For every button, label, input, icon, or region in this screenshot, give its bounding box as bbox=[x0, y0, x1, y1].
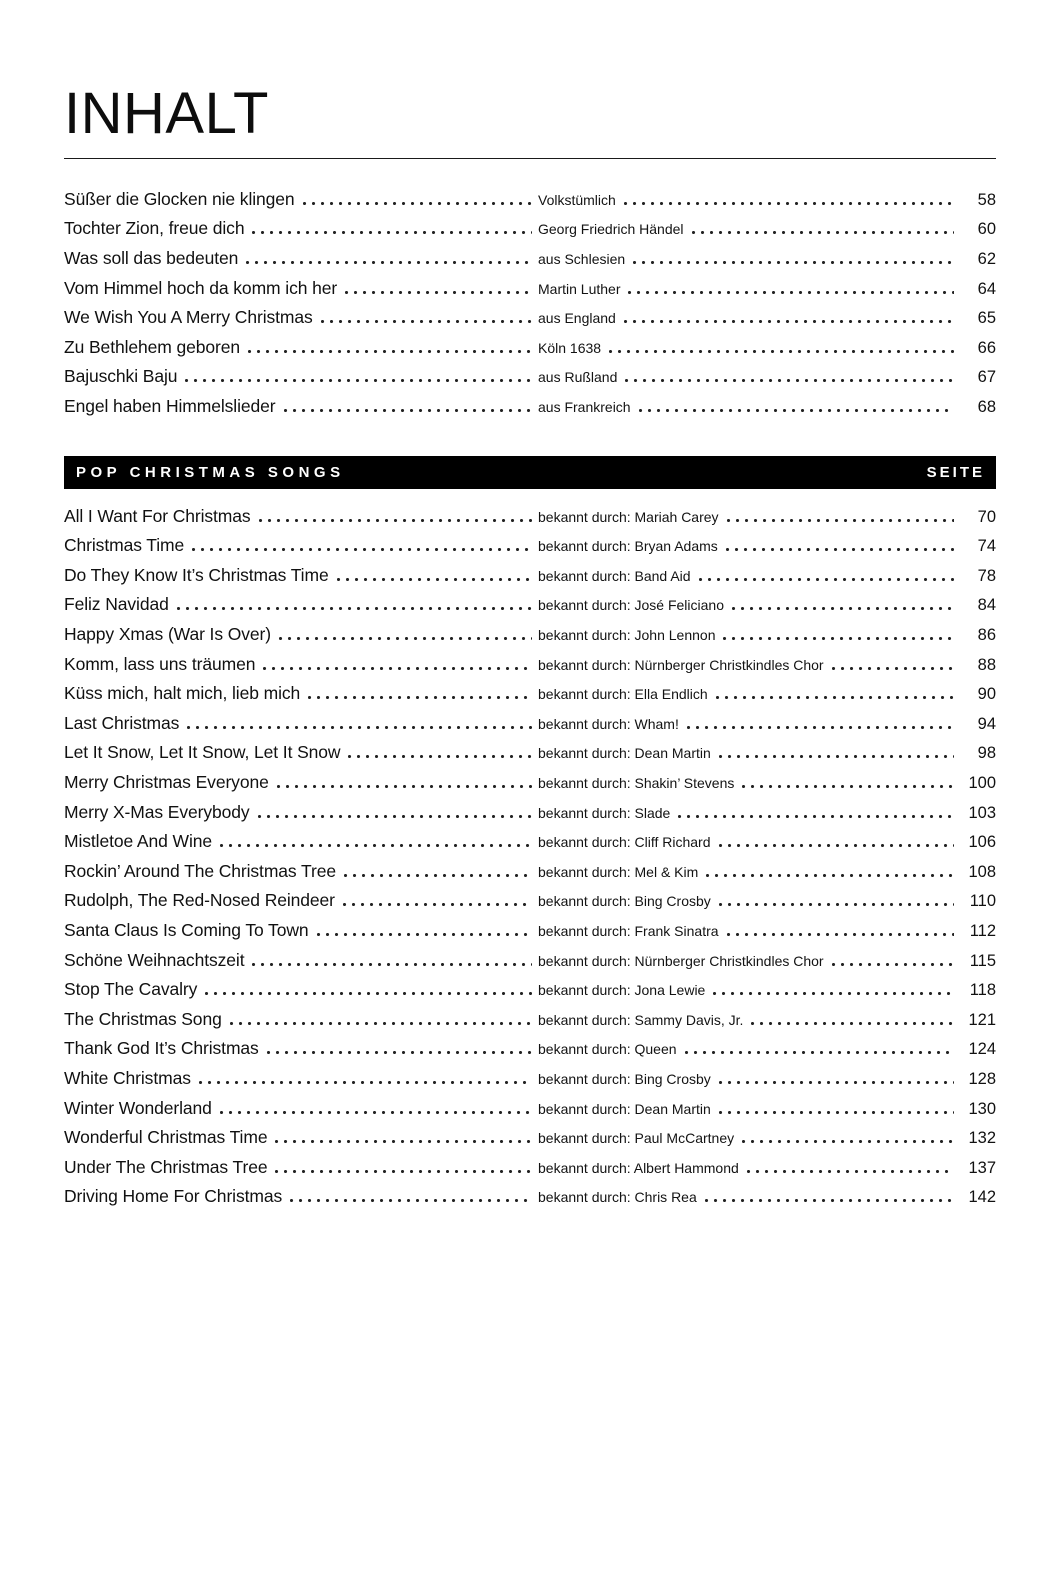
dot-leader bbox=[747, 1170, 954, 1173]
song-title: Bajuschki Baju bbox=[64, 366, 178, 387]
song-source: bekannt durch: John Lennon bbox=[538, 627, 716, 644]
page-number: 65 bbox=[977, 309, 996, 328]
song-source: bekannt durch: Shakin’ Stevens bbox=[538, 774, 735, 791]
toc-row bbox=[64, 738, 996, 768]
toc-page bbox=[0, 81, 1060, 1584]
dot-leader bbox=[624, 320, 954, 323]
toc-row-left bbox=[64, 366, 538, 387]
toc-row bbox=[64, 916, 996, 946]
song-title: Feliz Navidad bbox=[64, 594, 169, 615]
page-number: 112 bbox=[969, 921, 996, 940]
toc-row bbox=[64, 975, 996, 1005]
toc-row bbox=[64, 886, 996, 916]
toc-row bbox=[64, 303, 996, 333]
dot-leader bbox=[275, 1140, 532, 1143]
toc-row bbox=[64, 502, 996, 532]
song-title: Thank God It’s Christmas bbox=[64, 1038, 259, 1059]
song-title: Mistletoe And Wine bbox=[64, 831, 212, 852]
toc-row-mid bbox=[538, 538, 960, 554]
dot-leader bbox=[337, 578, 532, 581]
dot-leader bbox=[248, 350, 532, 353]
page-number: 86 bbox=[977, 626, 996, 645]
song-title: Do They Know It’s Christmas Time bbox=[64, 564, 329, 585]
song-title: Happy Xmas (War Is Over) bbox=[64, 624, 271, 645]
dot-leader bbox=[252, 231, 532, 234]
dot-leader bbox=[742, 785, 954, 788]
toc-row-mid bbox=[538, 399, 960, 415]
page-number: 60 bbox=[977, 220, 996, 239]
toc-row-left bbox=[64, 1127, 538, 1148]
song-source: bekannt durch: Nürnberger Christkindles Chor bbox=[538, 952, 824, 969]
song-title: Küss mich, halt mich, lieb mich bbox=[64, 683, 301, 704]
toc-row-mid bbox=[538, 310, 960, 326]
song-title: Let It Snow, Let It Snow, Let It Snow bbox=[64, 742, 341, 763]
song-source: bekannt durch: José Feliciano bbox=[538, 597, 724, 614]
song-title: Engel haben Himmelslieder bbox=[64, 396, 276, 417]
toc-row bbox=[64, 185, 996, 215]
song-source: bekannt durch: Dean Martin bbox=[538, 745, 711, 762]
pop-songs-list bbox=[64, 502, 996, 1212]
page-number: 70 bbox=[977, 507, 996, 526]
song-title: Zu Bethlehem geboren bbox=[64, 336, 241, 357]
traditional-songs-list bbox=[64, 185, 996, 422]
toc-row bbox=[64, 214, 996, 244]
dot-leader bbox=[205, 992, 532, 995]
toc-row-left bbox=[64, 218, 538, 239]
dot-leader bbox=[719, 1081, 954, 1084]
page-number: 62 bbox=[977, 250, 996, 269]
page-title: INHALT bbox=[64, 81, 269, 146]
toc-row-mid bbox=[538, 1101, 960, 1117]
song-source: Georg Friedrich Händel bbox=[538, 221, 684, 238]
toc-row-left bbox=[64, 1009, 538, 1030]
banner-title: POP CHRISTMAS SONGS bbox=[76, 463, 345, 481]
dot-leader bbox=[192, 548, 532, 551]
page-number: 94 bbox=[977, 714, 996, 733]
dot-leader bbox=[706, 874, 954, 877]
toc-row bbox=[64, 679, 996, 709]
toc-row bbox=[64, 1005, 996, 1035]
dot-leader bbox=[727, 519, 954, 522]
page-number: 130 bbox=[968, 1099, 996, 1118]
song-source: bekannt durch: Slade bbox=[538, 804, 671, 821]
song-source: bekannt durch: Paul McCartney bbox=[538, 1130, 735, 1147]
toc-row-left bbox=[64, 506, 538, 527]
dot-leader bbox=[726, 548, 954, 551]
dot-leader bbox=[308, 696, 532, 699]
toc-row-left bbox=[64, 307, 538, 328]
toc-row-left bbox=[64, 535, 538, 556]
dot-leader bbox=[277, 785, 532, 788]
toc-row-left bbox=[64, 624, 538, 645]
song-title: The Christmas Song bbox=[64, 1008, 222, 1029]
toc-row-mid bbox=[538, 745, 960, 761]
toc-row bbox=[64, 1153, 996, 1183]
page-number: 88 bbox=[977, 655, 996, 674]
toc-row bbox=[64, 561, 996, 591]
song-source: bekannt durch: Mariah Carey bbox=[538, 508, 719, 525]
dot-leader bbox=[678, 815, 954, 818]
song-source: aus England bbox=[538, 310, 616, 327]
toc-row-mid bbox=[538, 369, 960, 385]
toc-row bbox=[64, 1094, 996, 1124]
toc-row-mid bbox=[538, 775, 960, 791]
toc-row-mid bbox=[538, 597, 960, 613]
page-number: 90 bbox=[977, 685, 996, 704]
toc-row-left bbox=[64, 772, 538, 793]
dot-leader bbox=[719, 903, 954, 906]
song-title: Rudolph, The Red-Nosed Reindeer bbox=[64, 890, 335, 911]
toc-row-mid bbox=[538, 627, 960, 643]
toc-row-mid bbox=[538, 805, 960, 821]
dot-leader bbox=[699, 578, 954, 581]
toc-row bbox=[64, 590, 996, 620]
toc-row bbox=[64, 709, 996, 739]
toc-row bbox=[64, 333, 996, 363]
song-title: Vom Himmel hoch da komm ich her bbox=[64, 277, 338, 298]
song-source: Volkstümlich bbox=[538, 191, 616, 208]
toc-row bbox=[64, 531, 996, 561]
dot-leader bbox=[719, 844, 955, 847]
page-number: 106 bbox=[968, 833, 996, 852]
page-number: 58 bbox=[977, 190, 996, 209]
toc-row bbox=[64, 946, 996, 976]
page-number: 98 bbox=[977, 744, 996, 763]
toc-row-left bbox=[64, 396, 538, 417]
dot-leader bbox=[345, 291, 532, 294]
song-title: Under The Christmas Tree bbox=[64, 1156, 268, 1177]
song-title: Merry X-Mas Everybody bbox=[64, 801, 250, 822]
dot-leader bbox=[199, 1081, 532, 1084]
toc-row-left bbox=[64, 713, 538, 734]
toc-row-left bbox=[64, 278, 538, 299]
dot-leader bbox=[252, 963, 532, 966]
dot-leader bbox=[230, 1022, 532, 1025]
toc-row bbox=[64, 392, 996, 422]
dot-leader bbox=[275, 1170, 532, 1173]
toc-row-left bbox=[64, 920, 538, 941]
dot-leader bbox=[279, 637, 532, 640]
dot-leader bbox=[723, 637, 954, 640]
toc-row-mid bbox=[538, 953, 960, 969]
toc-row-mid bbox=[538, 923, 960, 939]
toc-row-left bbox=[64, 950, 538, 971]
title-rule bbox=[64, 158, 996, 159]
song-source: bekannt durch: Bing Crosby bbox=[538, 893, 711, 910]
song-title: Was soll das bedeuten bbox=[64, 248, 239, 269]
dot-leader bbox=[639, 409, 954, 412]
song-source: aus Schlesien bbox=[538, 251, 626, 268]
dot-leader bbox=[267, 1051, 532, 1054]
toc-row-mid bbox=[538, 1130, 960, 1146]
toc-row-left bbox=[64, 861, 538, 882]
toc-row-mid bbox=[538, 1012, 960, 1028]
dot-leader bbox=[628, 291, 954, 294]
toc-row-mid bbox=[538, 686, 960, 702]
song-source: aus Frankreich bbox=[538, 399, 631, 416]
toc-row-mid bbox=[538, 1071, 960, 1087]
toc-row bbox=[64, 857, 996, 887]
page-number: 103 bbox=[968, 803, 996, 822]
song-title: All I Want For Christmas bbox=[64, 505, 251, 526]
song-source: bekannt durch: Bryan Adams bbox=[538, 538, 718, 555]
dot-leader bbox=[719, 1111, 954, 1114]
page-number: 137 bbox=[968, 1158, 996, 1177]
dot-leader bbox=[742, 1140, 954, 1143]
song-source: bekannt durch: Nürnberger Christkindles Chor bbox=[538, 656, 824, 673]
dot-leader bbox=[177, 607, 532, 610]
dot-leader bbox=[705, 1199, 954, 1202]
toc-row-left bbox=[64, 189, 538, 210]
toc-row-left bbox=[64, 1186, 538, 1207]
dot-leader bbox=[259, 519, 532, 522]
toc-row-left bbox=[64, 337, 538, 358]
banner-page-label: SEITE bbox=[926, 463, 985, 481]
page-number: 124 bbox=[968, 1040, 996, 1059]
toc-row bbox=[64, 827, 996, 857]
dot-leader bbox=[692, 231, 954, 234]
toc-row-mid bbox=[538, 716, 960, 732]
toc-row-left bbox=[64, 890, 538, 911]
dot-leader bbox=[751, 1022, 954, 1025]
song-source: bekannt durch: Wham! bbox=[538, 715, 679, 732]
toc-row-left bbox=[64, 979, 538, 1000]
toc-row bbox=[64, 798, 996, 828]
toc-row bbox=[64, 1034, 996, 1064]
song-title: Komm, lass uns träumen bbox=[64, 653, 256, 674]
dot-leader bbox=[732, 607, 954, 610]
dot-leader bbox=[832, 963, 954, 966]
song-title: Süßer die Glocken nie klingen bbox=[64, 188, 295, 209]
toc-row-mid bbox=[538, 509, 960, 525]
dot-leader bbox=[713, 992, 954, 995]
toc-row-left bbox=[64, 1038, 538, 1059]
toc-row-left bbox=[64, 594, 538, 615]
dot-leader bbox=[246, 261, 532, 264]
section-banner bbox=[64, 456, 996, 489]
song-source: bekannt durch: Chris Rea bbox=[538, 1189, 697, 1206]
toc-row-mid bbox=[538, 340, 960, 356]
song-source: bekannt durch: Sammy Davis, Jr. bbox=[538, 1011, 744, 1028]
toc-row bbox=[64, 274, 996, 304]
toc-row-mid bbox=[538, 281, 960, 297]
song-title: Wonderful Christmas Time bbox=[64, 1127, 268, 1148]
toc-row bbox=[64, 1064, 996, 1094]
song-title: Schöne Weihnachtszeit bbox=[64, 949, 245, 970]
page-number: 142 bbox=[968, 1188, 996, 1207]
toc-row bbox=[64, 768, 996, 798]
page-number: 108 bbox=[968, 862, 996, 881]
dot-leader bbox=[348, 755, 532, 758]
dot-leader bbox=[187, 726, 532, 729]
page-number: 67 bbox=[977, 368, 996, 387]
toc-row bbox=[64, 620, 996, 650]
dot-leader bbox=[263, 667, 532, 670]
page-number: 78 bbox=[977, 566, 996, 585]
song-source: bekannt durch: Jona Lewie bbox=[538, 982, 706, 999]
dot-leader bbox=[317, 933, 532, 936]
toc-row-mid bbox=[538, 1041, 960, 1057]
dot-leader bbox=[290, 1199, 532, 1202]
song-source: bekannt durch: Dean Martin bbox=[538, 1100, 711, 1117]
toc-row-mid bbox=[538, 1189, 960, 1205]
dot-leader bbox=[832, 667, 954, 670]
song-source: bekannt durch: Queen bbox=[538, 1041, 677, 1058]
dot-leader bbox=[687, 726, 954, 729]
dot-leader bbox=[343, 903, 532, 906]
toc-row-mid bbox=[538, 221, 960, 237]
dot-leader bbox=[220, 844, 532, 847]
song-source: bekannt durch: Cliff Richard bbox=[538, 834, 711, 851]
toc-row-left bbox=[64, 654, 538, 675]
toc-row-mid bbox=[538, 1160, 960, 1176]
song-title: We Wish You A Merry Christmas bbox=[64, 307, 313, 328]
page-number: 128 bbox=[968, 1069, 996, 1088]
toc-row-mid bbox=[538, 568, 960, 584]
toc-row bbox=[64, 244, 996, 274]
song-source: bekannt durch: Bing Crosby bbox=[538, 1070, 711, 1087]
dot-leader bbox=[284, 409, 533, 412]
toc-row-mid bbox=[538, 834, 960, 850]
song-title: Santa Claus Is Coming To Town bbox=[64, 919, 309, 940]
toc-row-left bbox=[64, 1157, 538, 1178]
dot-leader bbox=[633, 261, 954, 264]
song-title: Winter Wonderland bbox=[64, 1097, 212, 1118]
page-number: 118 bbox=[969, 981, 996, 1000]
song-source: bekannt durch: Ella Endlich bbox=[538, 686, 708, 703]
dot-leader bbox=[185, 379, 532, 382]
dot-leader bbox=[344, 874, 532, 877]
dot-leader bbox=[609, 350, 954, 353]
page-number: 74 bbox=[977, 537, 996, 556]
page-number: 100 bbox=[968, 773, 996, 792]
dot-leader bbox=[321, 320, 532, 323]
song-title: Last Christmas bbox=[64, 712, 180, 733]
song-title: Christmas Time bbox=[64, 535, 185, 556]
toc-row bbox=[64, 1123, 996, 1153]
toc-row-left bbox=[64, 1068, 538, 1089]
toc-row bbox=[64, 1182, 996, 1212]
song-title: Stop The Cavalry bbox=[64, 979, 198, 1000]
page-number: 115 bbox=[969, 951, 996, 970]
toc-row-left bbox=[64, 742, 538, 763]
dot-leader bbox=[719, 755, 954, 758]
toc-row-left bbox=[64, 1098, 538, 1119]
song-source: bekannt durch: Band Aid bbox=[538, 567, 691, 584]
toc-row-mid bbox=[538, 192, 960, 208]
page-number: 121 bbox=[968, 1010, 996, 1029]
song-source: Martin Luther bbox=[538, 280, 621, 297]
song-title: Tochter Zion, freue dich bbox=[64, 218, 245, 239]
song-source: bekannt durch: Albert Hammond bbox=[538, 1159, 739, 1176]
dot-leader bbox=[685, 1051, 954, 1054]
toc-row-mid bbox=[538, 982, 960, 998]
toc-row-mid bbox=[538, 864, 960, 880]
song-source: Köln 1638 bbox=[538, 339, 602, 356]
page-number: 66 bbox=[977, 338, 996, 357]
song-title: Merry Christmas Everyone bbox=[64, 771, 269, 792]
toc-row-mid bbox=[538, 893, 960, 909]
dot-leader bbox=[220, 1111, 532, 1114]
toc-row bbox=[64, 362, 996, 392]
toc-row-left bbox=[64, 248, 538, 269]
page-number: 110 bbox=[969, 892, 996, 911]
toc-row-mid bbox=[538, 251, 960, 267]
dot-leader bbox=[258, 815, 532, 818]
song-title: White Christmas bbox=[64, 1067, 191, 1088]
dot-leader bbox=[624, 202, 954, 205]
toc-row-left bbox=[64, 802, 538, 823]
toc-row-left bbox=[64, 831, 538, 852]
page-number: 84 bbox=[977, 596, 996, 615]
toc-row-left bbox=[64, 565, 538, 586]
song-title: Driving Home For Christmas bbox=[64, 1186, 283, 1207]
page-number: 68 bbox=[977, 398, 996, 417]
page-number: 132 bbox=[968, 1129, 996, 1148]
page-number: 64 bbox=[977, 279, 996, 298]
song-source: bekannt durch: Frank Sinatra bbox=[538, 922, 719, 939]
toc-row-mid bbox=[538, 657, 960, 673]
dot-leader bbox=[727, 933, 954, 936]
song-source: aus Rußland bbox=[538, 369, 618, 386]
song-source: bekannt durch: Mel & Kim bbox=[538, 863, 699, 880]
toc-row-left bbox=[64, 683, 538, 704]
dot-leader bbox=[625, 379, 954, 382]
toc-row bbox=[64, 650, 996, 680]
dot-leader bbox=[303, 202, 532, 205]
dot-leader bbox=[716, 696, 954, 699]
song-title: Rockin’ Around The Christmas Tree bbox=[64, 860, 336, 881]
